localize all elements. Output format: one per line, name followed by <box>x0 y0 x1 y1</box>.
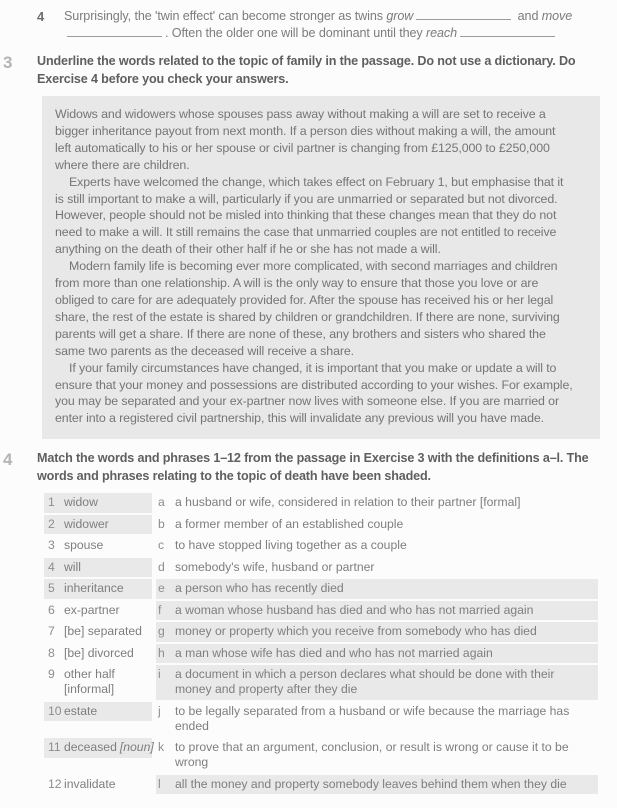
word-item-1 <box>44 493 152 513</box>
definition-letter: a <box>158 495 165 510</box>
answer-blank-2 <box>67 26 162 37</box>
answer-blank-1 <box>416 9 511 20</box>
word-number: 12 <box>48 776 62 791</box>
definition-letter: i <box>158 667 161 682</box>
word-text: widow <box>64 495 98 510</box>
definition-l <box>156 775 598 795</box>
definition-i <box>156 665 598 700</box>
definition-text: money or property which you receive from somebody who has died <box>175 624 537 639</box>
word-item-3 <box>44 536 152 556</box>
definition-text: to prove that an argument, conclusion, or result is wrong or cause it to be wrong <box>175 740 569 770</box>
gap-fill-sentence <box>64 8 594 42</box>
word-text: [be] separated <box>64 624 142 639</box>
word-pos-note: [noun] <box>119 740 154 755</box>
definition-letter: f <box>158 602 162 617</box>
word-text: spouse <box>64 538 104 553</box>
word-item-9 <box>44 665 152 700</box>
match-row-1 <box>44 493 598 513</box>
exercise-3-instruction: Underline the words related to the topic of family in the passage. Do not use a dictionary. Do Exercise 4 before you check your answers. <box>37 54 576 86</box>
word-number: 11 <box>48 740 61 755</box>
match-row-7 <box>44 622 598 642</box>
match-row-10 <box>44 702 598 737</box>
definition-g <box>156 622 598 642</box>
word-number: 4 <box>48 559 55 574</box>
definition-d <box>156 558 598 578</box>
word-text: deceased [noun] <box>64 740 154 755</box>
word-item-8 <box>44 644 152 664</box>
matching-exercise <box>44 493 598 794</box>
definition-text: a woman whose husband has died and who has not married again <box>175 602 534 617</box>
word-number: 3 <box>48 538 55 553</box>
match-row-8 <box>44 644 598 664</box>
italic-verb-grow: grow <box>386 9 414 23</box>
word-register-note: [informal] <box>64 682 115 697</box>
match-row-5 <box>44 579 598 599</box>
passage-paragraph-4: If your family circumstances have changed, it is important that you make or update a will to ensure that your money and possessions are distributed according to your wishes. For example, you may be separated and your ex-partner now lives with someone else. If you are married or enter into a registered civil partnership, this will invalidate any previous will you have made. <box>55 360 573 426</box>
word-item-4 <box>44 558 152 578</box>
word-item-12 <box>44 775 152 795</box>
definition-a <box>156 493 598 513</box>
word-text: ex-partner <box>64 602 120 617</box>
exercise-4-number: 4 <box>3 450 13 470</box>
match-row-3 <box>44 536 598 556</box>
sentence-part-2: and <box>514 9 542 23</box>
word-number: 2 <box>48 516 55 531</box>
match-row-4 <box>44 558 598 578</box>
definition-text: a husband or wife, considered in relation to their partner [formal] <box>175 495 521 510</box>
definition-text: to have stopped living together as a couple <box>175 538 407 553</box>
word-text: invalidate <box>64 776 116 791</box>
word-number: 6 <box>48 602 55 617</box>
match-row-12 <box>44 775 598 795</box>
word-number: 5 <box>48 581 55 596</box>
word-number: 8 <box>48 645 55 660</box>
definition-text: all the money and property somebody leaves behind them when they die <box>175 776 567 791</box>
definition-letter: l <box>158 776 161 791</box>
exercise-4-instruction: Match the words and phrases 1–12 from the passage in Exercise 3 with the definitions a–l. The words and phrases relating to the topic of death have been shaded. <box>37 451 589 483</box>
exercise-3 <box>0 53 617 88</box>
match-row-11 <box>44 738 598 773</box>
word-item-10 <box>44 702 152 722</box>
answer-blank-3 <box>460 26 555 37</box>
word-text: estate <box>64 703 98 718</box>
word-number: 7 <box>48 624 55 639</box>
word-text: other half [informal] <box>64 667 149 697</box>
definition-text: a former member of an established couple <box>175 516 404 531</box>
definition-f <box>156 601 598 621</box>
definition-letter: b <box>158 516 165 531</box>
italic-verb-move: move <box>541 9 573 23</box>
word-item-11 <box>44 738 152 758</box>
definition-letter: e <box>158 581 165 596</box>
passage-paragraph-3: Modern family life is becoming ever more complicated, with second marriages and children from more than one relationship. A will is the only way to ensure that those you love or are obliged to care for are adequately provided for. After the spouse has received his or her legal share, the rest of the estate is shared by children or grandchildren. If there are none, surviving parents will get a share. If there are none of these, any brothers and sisters who shared the same two parents as the deceased will receive a share. <box>55 259 560 358</box>
word-text: [be] divorced <box>64 645 134 660</box>
item-number: 4 <box>37 9 45 24</box>
sentence-part-3: . Often the older one will be dominant until they <box>165 26 427 40</box>
word-number: 1 <box>48 495 55 510</box>
definition-letter: h <box>158 645 165 660</box>
word-text: inheritance <box>64 581 124 596</box>
gap-fill-item <box>37 8 617 42</box>
word-item-7 <box>44 622 152 642</box>
definition-letter: g <box>158 624 165 639</box>
word-number: 9 <box>48 667 55 682</box>
word-number: 10 <box>48 703 62 718</box>
definition-text: somebody's wife, husband or partner <box>175 559 375 574</box>
definition-text: a document in which a person declares what should be done with their money and property after they die <box>175 667 555 697</box>
word-item-5 <box>44 579 152 599</box>
definition-letter: c <box>158 538 165 553</box>
definition-text: to be legally separated from a husband or wife because the marriage has ended <box>175 703 570 733</box>
definition-text: a man whose wife has died and who has not married again <box>175 645 493 660</box>
match-row-9 <box>44 665 598 700</box>
match-row-6 <box>44 601 598 621</box>
word-text: widower <box>64 516 109 531</box>
passage-paragraph-2: Experts have welcomed the change, which takes effect on February 1, but emphasise that it is still important to make a will, particularly if you are unmarried or separated but not divorced. However, people should not be misled into thinking that these changes mean that they do not need to make a will. It still remains the case that unmarried couples are not entitled to receive anything on the death of their other half if he or she has not made a will. <box>55 174 564 257</box>
definition-letter: j <box>158 703 161 718</box>
word-item-6 <box>44 601 152 621</box>
definition-letter: d <box>158 559 165 574</box>
sentence-part-1: Surprisingly, the 'twin effect' can become stronger as twins <box>64 9 387 23</box>
definition-letter: k <box>158 740 165 755</box>
definition-text: a person who has recently died <box>175 581 344 596</box>
exercise-3-number: 3 <box>3 53 13 72</box>
definition-c <box>156 536 598 556</box>
definition-b <box>156 515 598 535</box>
definition-e <box>156 579 598 599</box>
passage-paragraph-1: Widows and widowers whose spouses pass away without making a will are set to receive a bigger inheritance payout from next month. If a person dies without making a will, the amount left automatically to his or her spouse or civil partner is changing from £125,000 to £250,000 where there are children. <box>55 107 556 172</box>
reading-passage <box>42 96 600 439</box>
word-item-2 <box>44 515 152 535</box>
definition-j <box>156 702 598 737</box>
definition-k <box>156 738 598 773</box>
exercise-4 <box>0 450 617 485</box>
definition-h <box>156 644 598 664</box>
match-row-2 <box>44 515 598 535</box>
italic-verb-reach: reach <box>426 26 458 40</box>
word-text: will <box>64 559 81 574</box>
